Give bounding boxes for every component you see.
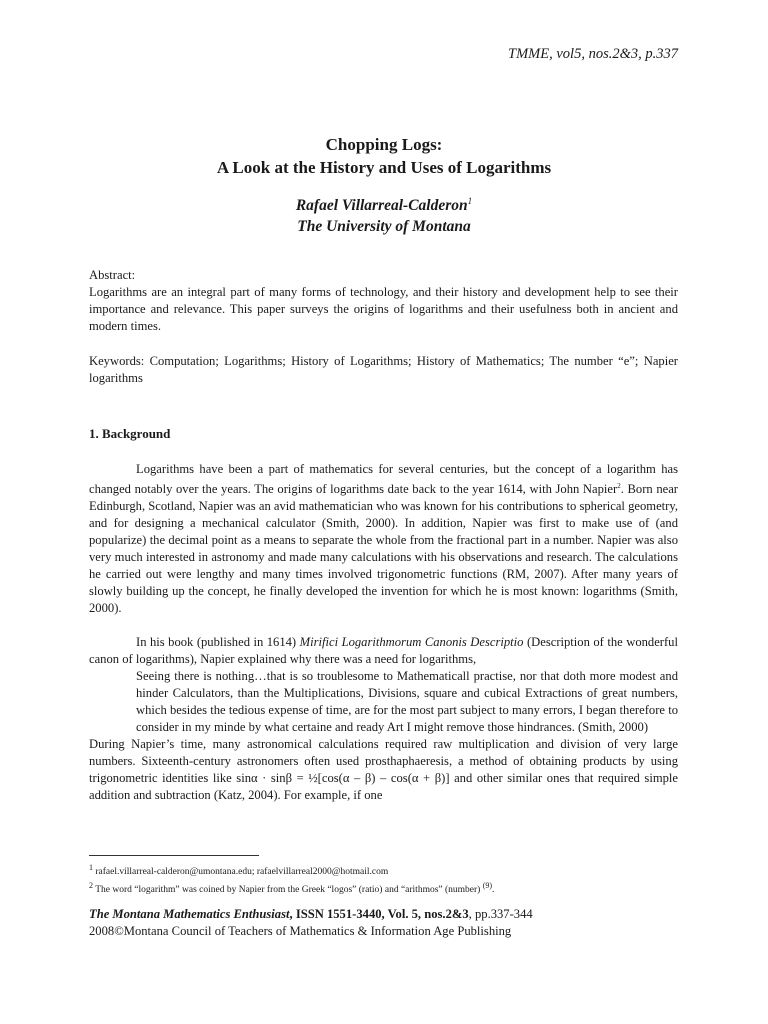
- footnote-2-text: The word “logarithm” was coined by Napier from the Greek “logos” (ratio) and “arithmos” (number): [93, 885, 483, 896]
- author-name-line: [0, 191, 768, 216]
- section-heading: 1. Background: [89, 426, 171, 441]
- author-block: [0, 191, 768, 237]
- keywords: [89, 353, 678, 387]
- book-title: Mirifici Logarithmorum Canonis Descriptio: [299, 635, 524, 650]
- footnote-1-text: rafael.villarreal-calderon@umontana.edu; rafaelvillarreal2000@hotmail.com: [93, 867, 389, 878]
- footnote-2: [89, 879, 678, 897]
- footnote-ref-2: 2: [617, 482, 621, 490]
- author-affiliation: The University of Montana: [297, 218, 471, 236]
- footnote-2-end: .: [492, 885, 495, 896]
- footnote-1-mark: 1: [89, 863, 93, 872]
- footnote-2-ref: (9): [482, 881, 493, 891]
- paper-title: [0, 133, 768, 179]
- abstract: [89, 267, 678, 335]
- block-quote: Seeing there is nothing…that is so troublesome to Mathematicall practise, nor that doth more modest and hinder Calculators, than the Multiplications, Divisions, square and cubical Extractions of great numbers, which besides the tedious expense of time, are for the most part subject to many errors, I began therefore to consider in my minde by what certaine and ready Art I might remove those hindrances. (Smith, 2000): [136, 669, 678, 735]
- footnote-2-mark: 2: [89, 881, 93, 891]
- abstract-text: Logarithms are an integral part of many forms of technology, and their history and development help to see their importance and relevance. This paper surveys the origins of logarithms and their usefulness both in ancient and modern times.: [89, 285, 678, 333]
- author-name: Rafael Villarreal-Calderon: [295, 197, 468, 215]
- journal-issn: , ISSN 1551-3440, Vol. 5, nos.2&3: [289, 907, 469, 921]
- paragraph-1-text-a: Logarithms have been a part of mathematics for several centuries, but the concept of a logarithm has changed notably over the years. The origins of logarithms date back to the year 1614, with John Napier: [89, 462, 678, 497]
- title-line-1: Chopping Logs:: [325, 135, 443, 154]
- journal-footer: [89, 906, 689, 940]
- paragraph-1: [89, 461, 678, 617]
- journal-name: The Montana Mathematics Enthusiast: [89, 907, 290, 921]
- author-footnote-mark: 1: [467, 196, 473, 206]
- footnotes: [89, 861, 678, 897]
- paragraph-2: [89, 634, 678, 668]
- paragraph-2-text-b: (Description of the wonderful canon of logarithms), Napier explained why there was a need for logarithms,: [89, 635, 678, 667]
- running-head: TMME, vol5, nos.2&3, p.337: [508, 46, 678, 62]
- paragraph-1-text-b: . Born near Edinburgh, Scotland, Napier was an avid mathematician who was known for his contributions to spherical geometry, and for designing a mechanical calculator (Smith, 2000). In addition, Napier was first to make use of (and popularize) the decimal point as a means to separate the whole from the fractional part in a number. Napier was also very much interested in astronomy and made many calculations with his observations and research. The calculations he carried out were lengthy and many times involved trigonometric functions (RM, 2007). After many years of slowly building up the concept, he finally developed the invention for which he is most known: logarithms (Smith, 2000).: [89, 482, 678, 616]
- keywords-text: Keywords: Computation; Logarithms; History of Logarithms; History of Mathematics; The number “e”; Napier logarithms: [89, 354, 678, 385]
- footer-line-2: 2008©Montana Council of Teachers of Mathematics & Information Age Publishing: [89, 924, 512, 938]
- footer-line-1: [89, 906, 689, 923]
- abstract-label: Abstract:: [89, 268, 136, 282]
- paragraph-2-text-a: In his book (published in 1614): [136, 635, 300, 650]
- journal-pages: , pp.337-344: [468, 907, 533, 921]
- section-background: [89, 425, 678, 804]
- footnote-rule: [89, 855, 259, 856]
- paragraph-3: During Napier’s time, many astronomical calculations required raw multiplication and division of very large numbers. Sixteenth-century astronomers often used prosthaphaeresis, a method of obtaining products by using trigonometric identities like sinα · sinβ = ½[cos(α – β) – cos(α + β)] and other similar ones that required simple addition and subtraction (Katz, 2004). For example, if one: [89, 737, 678, 803]
- title-line-2: A Look at the History and Uses of Logarithms: [216, 158, 552, 177]
- footnote-1: [89, 861, 678, 879]
